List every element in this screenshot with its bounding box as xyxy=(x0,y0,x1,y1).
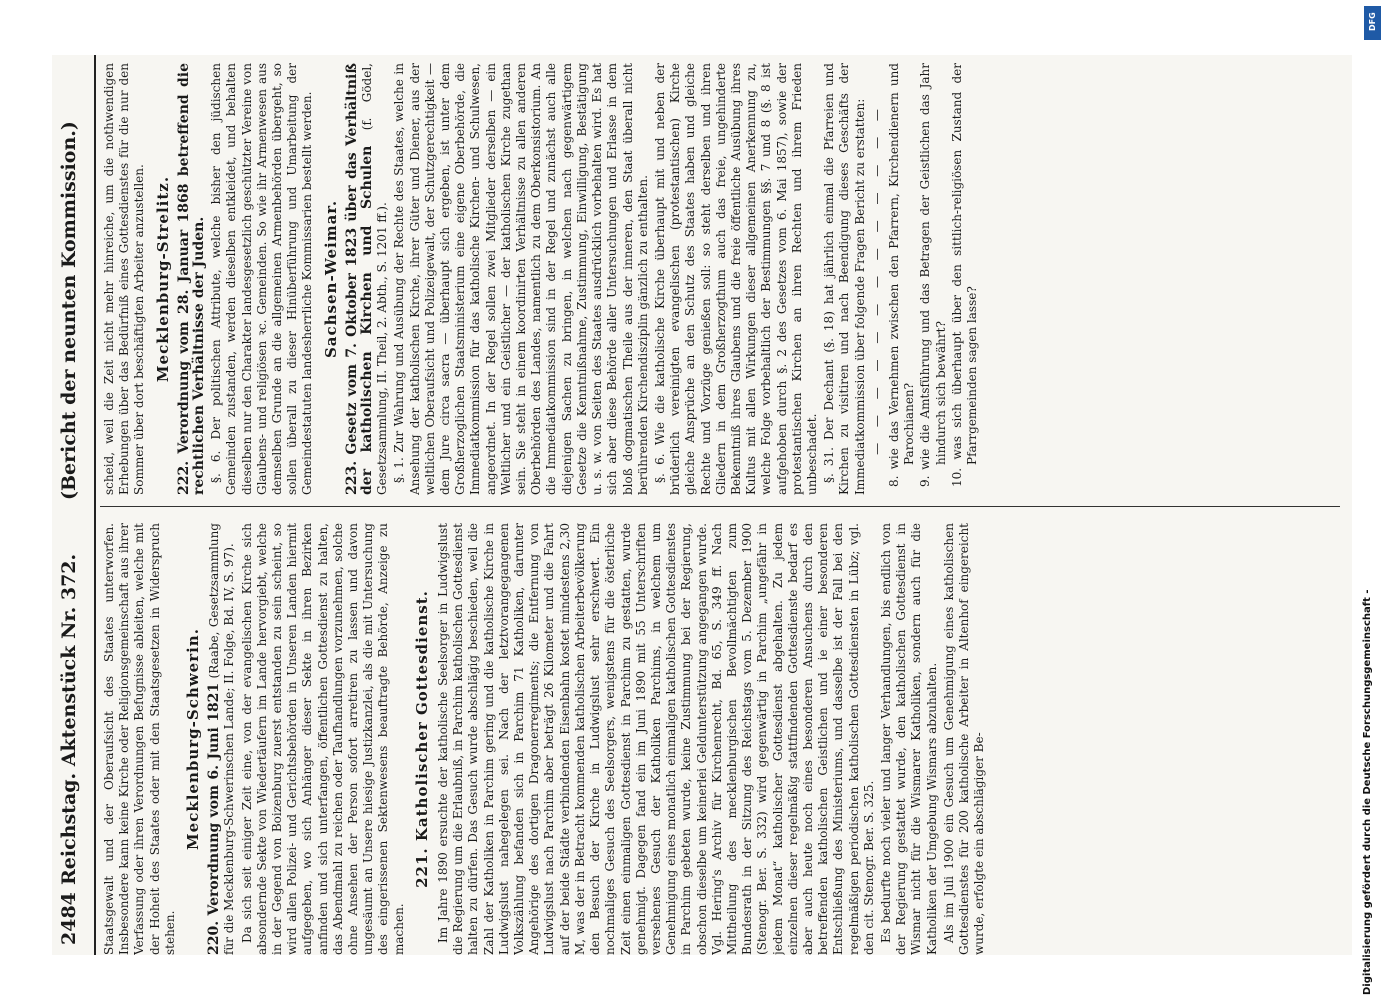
dfg-logo xyxy=(1364,6,1381,40)
left-column xyxy=(102,523,989,955)
list-item: 8. wie das Vernehmen zwischen den Pfarrern, Kirchendienern und Parochianen? xyxy=(886,63,917,487)
ordinance-220 xyxy=(207,523,237,955)
paragraph: Als im Juli 1900 ein Gesuch um Genehmigung eines katholischen Gottesdienstes für 200 katholische Arbeiter in Altenhof eingereicht wurde, erfolgte ein abschlägiger Be- xyxy=(941,523,987,955)
rotated-page xyxy=(52,55,1352,955)
paragraph: §. 31. Der Dechant (§. 18) hat jährlich einmal die Pfarreien und Kirchen zu visitiren und nach Beendigung dieses Geschäfts der Immediatkommission über folgende Fragen Bericht zu erstatten: xyxy=(822,63,867,495)
header-rule xyxy=(94,55,96,955)
section-heading: Sachsen-Weimar. xyxy=(321,199,340,359)
omission-dashes: — — — — — — — — — — — — — xyxy=(869,103,884,455)
law-223 xyxy=(345,63,391,495)
right-column xyxy=(102,63,981,495)
paragraph: §. 6. Wie die katholische Kirche überhaupt mit und neben der brüderlich vereinigten evangelischen (protestantischen) Kirche gleiche Ansprüche an den Schutz des Staates haben und gleiche Rechte und Vorzüge genießen soll: so steht derselben und ihren Gliedern in dem Großherzogthum auch das freie, ungehinderte Bekenntniß ihres Glaubens und die freie öffentliche Ausübung ihres Kultus mit allen Wirkungen dieser allgemeinen Anerkennung zu, welche Folge vorbehaltlich der Bestimmungen §§. 7 und 8 (§. 8 ist aufgehoben durch §. 2 des Gesetzes vom 6. Mai 1857), sowie der protestantischen Kirchen an ihren Rechten und ihrem Frieden unbeschadet. xyxy=(652,63,819,495)
section-heading: Mecklenburg-Strelitz. xyxy=(153,175,172,383)
header-section: (Bericht der neunten Kommission.) xyxy=(58,121,80,500)
law-title: 223. Gesetz vom 7. Oktober 1823 über das Verhältniß der katholischen Kirchen und Schulen xyxy=(343,63,376,495)
list-item: 10. was sich überhaupt über den sittlich-religiösen Zustand der Pfarrgemeinden sagen lasse? xyxy=(949,63,979,487)
section-heading: Mecklenburg-Schwerin. xyxy=(184,628,203,850)
paragraph: Es bedurfte noch vieler und langer Verhandlungen, bis endlich von der Regierung gestattet wurde, den katholischen Gottesdienst in Wismar nicht für die Wismarer Katholiken, sondern auch für die Katholiken der Umgebung Wismars abzuhalten. xyxy=(878,523,939,955)
ordinance-title: 222. Verordnung vom 28. Januar 1868 betreffend die rechtlichen Verhältnisse der Juden. xyxy=(175,63,208,495)
paragraph: scheid, weil die Zeit nicht mehr hinreiche, um die nothwendigen Erhebungen über das Bedürfniß eines Gottesdienstes für die nur den Sommer über dort beschäftigten Arbeiter anzustellen. xyxy=(102,63,147,495)
paragraph: Im Jahre 1890 ersuchte der katholische Seelsorger in Ludwigslust die Regierung um die Erlaubniß, in Parchim katholischen Gottesdienst halten zu dürfen. Das Gesuch wurde abschlägig beschieden, weil die Zahl der Katholiken in Parchim gering und die katholische Kirche in Ludwigslust nahegelegen sei. Nach der letztvorangegangenen Volkszählung befanden sich in Parchim 71 Katholiken, darunter Angehörige des dortigen Dragonerregiments; die Entfernung von Ludwigslust nach Parchim aber beträgt 26 Kilometer und die Fahrt auf der beide Städte verbindenden Eisenbahn kostet mindestens 2,30 M, was der in Betracht kommenden katholischen Arbeiterbevölkerung den Besuch der Kirche in Ludwigslust sehr erschwert. Ein nochmaliges Gesuch des Seelsorgers, wenigstens für die österliche Zeit einen einmaligen Gottesdienst in Parchim zu gestatten, wurde genehmigt. Dagegen fand ein im Juni 1890 mit 55 Unterschriften versehenes Gesuch der Katholiken Parchims, in welchem um Genehmigung eines monatlich einmaligen katholischen Gottesdienstes in Parchim gebeten wurde, keine Zustimmung bei der Regierung, obschon dieselbe um keinerlei Geldunterstützung angegangen wurde. Vgl. Hering's Archiv für Kirchenrecht, Bd. 65, S. 349 ff. Nach Mittheilung des mecklenburgischen Bevollmächtigten zum Bundesrath in der Sitzung des Reichstags vom 5. Dezember 1900 (Stenogr. Ber. S. 332) wird gegenwärtig in Parchim „ungefähr in jedem Monat“ katholischer Gottesdienst abgehalten. Zu jedem einzelnen dieser regelmäßig stattfindenden Gottesdienste bedarf es aber auch heute noch eines besonderen Ansuchens durch den betreffenden katholischen Geistlichen und ie einer besonderen Entschließung des Ministeriums, und dasselbe ist der Fall bei den regelmäßigen periodischen katholischen Gottesdiensten in Lübz; vgl. den cit. Stenogr. Ber. S. 325. xyxy=(436,523,876,955)
ordinance-title: 220. Verordnung vom 6. Juni 1821 xyxy=(206,682,223,955)
section-heading: 221. Katholischer Gottesdienst. xyxy=(412,590,431,888)
list-item: 9. wie die Amtsführung und das Betragen der Geistlichen das Jahr hindurch sich bewährt? xyxy=(918,63,948,487)
ordinance-source: (Raabe, Gesetzsammlung für die Mecklenburg-Schwerinschen Lande; II. Folge, Bd. IV, S. 97). xyxy=(207,523,237,955)
paragraph: §. 6. Der politischen Attribute, welche bisher den jüdischen Gemeinden zustanden, werden dieselben entkleidet, und behalten dieselben nur den Charakter landesgesetzlich geschützter Vereine von Glaubens- und religiösen ꝛc. Gemeinden. So wie ihr Armenwesen aus demselben Grunde an die allgemeinen Armenbehörden übergeht, so sollen überall zu dieser Hinüberführung und Umarbeitung der Gemeindestatuten landesherrliche Kommissarien bestellt werden. xyxy=(209,63,315,495)
page-header xyxy=(58,55,92,955)
digitization-note: Digitalisierung gefördert durch die Deutsche Forschungsgemeinschaft - xyxy=(1362,589,1373,995)
law-source: (f. Gödel, Gesetzsammlung, II. Theil, 2. Abth., S. 1201 ff.). xyxy=(360,63,390,495)
dfg-logo-text: DFG xyxy=(1368,12,1377,31)
paragraph: Da sich seit einiger Zeit eine, von der evangelischen Kirche sich absondernde Sekte von Wiedertäufern im Lande hervorgiebt, welche in der Gegend von Boizenburg zuerst entstanden zu sein scheint, so wird allen Polizei- und Gerichtsbehörden in Unseren Landen hiermit aufgegeben, wo sich Anhänger dieser Sekte in ihren Bezirken anfinden und sich unterfangen, öffentlichen Gottesdienst zu halten, das Abendmahl zu reichen oder Taufhandlungen vorzunehmen, solche ohne Ansehen der Person sofort arretiren zu lassen und davon ungesäumt an Unsere hiesige Justizkanzlei, als die mit Untersuchung des eingerissenen Sektenwesens beauftragte Behörde, Anzeige zu machen. xyxy=(239,523,406,955)
question-list xyxy=(887,63,980,495)
paragraph: Staatsgewalt und der Oberaufsicht des Staates unterworfen. Insbesondere kann keine Kirche oder Religionsgemeinschaft aus ihrer Verfassung oder ihren Verordnungen Befugnisse ableiten, welche mit der Hoheit des Staates oder mit den Staatsgesetzen in Widerspruch stehen. xyxy=(102,523,177,955)
column-divider xyxy=(100,506,1340,507)
page-number: 2484 xyxy=(58,892,80,945)
header-title: Reichstag. Aktenstück Nr. 372. xyxy=(58,553,80,885)
paragraph: §. 1. Zur Wahrung und Ausübung der Rechte des Staates, welche in Ansehung der katholischen Kirche, ihrer Güter und Diener, aus der weltlichen Oberaufsicht und Polizeigewalt, der Schutzgerechtigkeit — dem Jure circa sacra — überhaupt sich ergeben, ist unter dem Großherzoglichen Staatsministerium eine eigene Oberbehörde, die Immediatkommission für das katholische Kirchen- und Schulwesen, angeordnet. In der Regel sollen zwei Mitglieder derselben — ein Weltlicher und ein Geistlicher — der katholischen Kirche zugethan sein. Sie steht in einem koordinirten Verhältnisse zu allen anderen Oberbehörden des Landes, namentlich zu dem Oberkonsistorium. An die Immediatkommission sind in der Regel und zunächst auch alle diejenigen Sachen zu bringen, in welchen nach gegenwärtigem Gesetze die Kenntnißnahme, Zustimmung, Einwilligung, Bestätigung u. s. w. von Seiten des Staates ausdrücklich vorbehalten wird. Es hat sich aber diese Behörde aller Untersuchungen und Erlasse in dem bloß dogmatischen Theile aus der inneren, den Staat überall nicht berührenden Kirchendisziplin gänzlich zu enthalten. xyxy=(392,63,650,495)
